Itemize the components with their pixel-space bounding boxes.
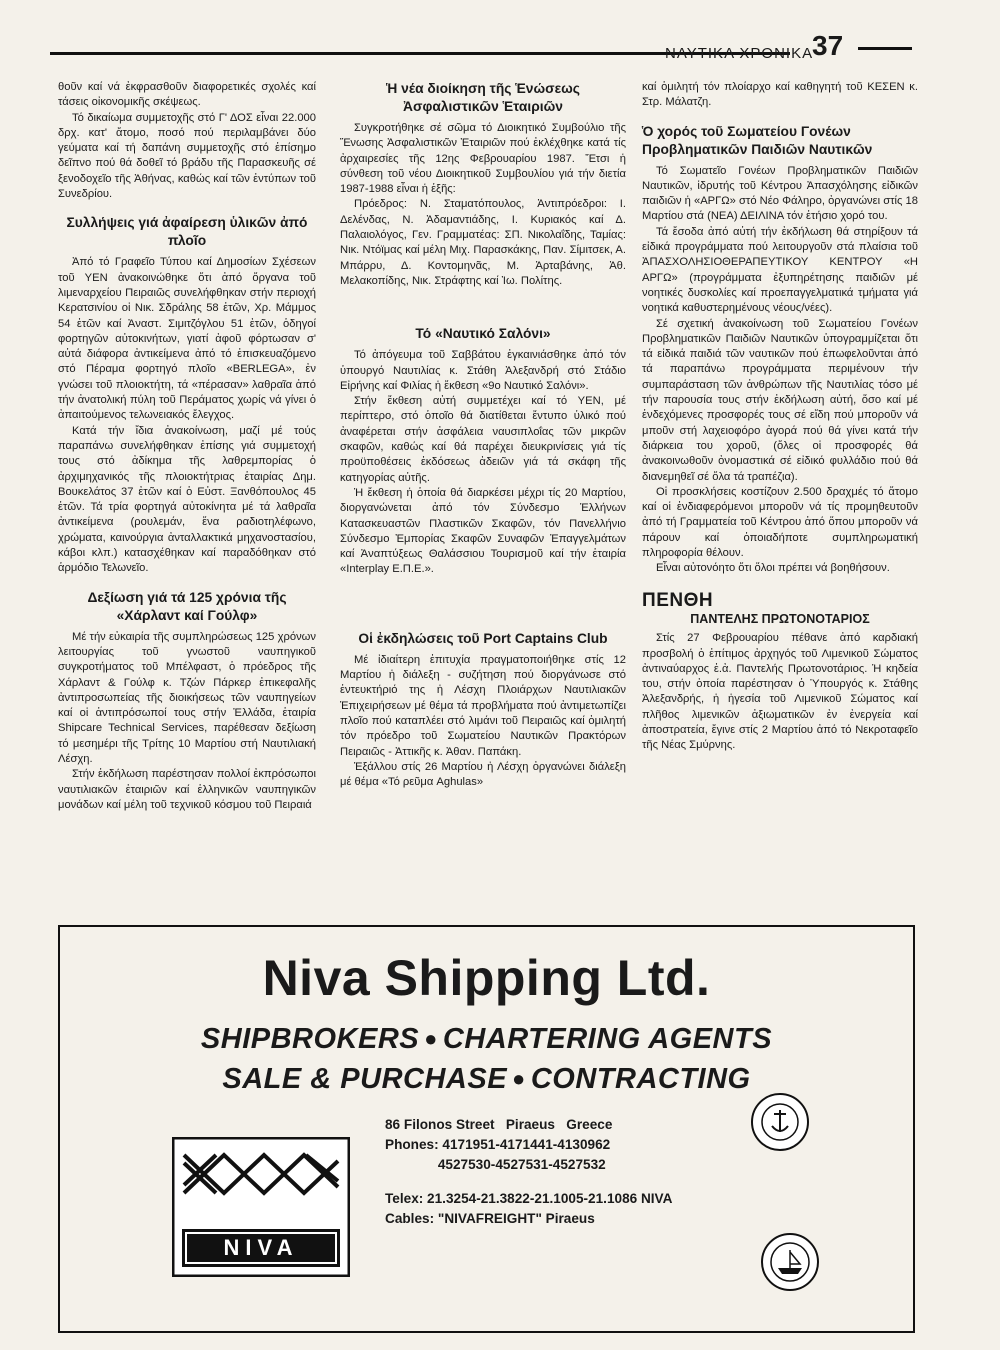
paragraph: Ἡ ἔκθεση ἡ ὁποία θά διαρκέσει μέχρι τίς 20 Μαρτίου, διοργανώνεται ἀπό τόν Σύνδεσμο Ἑλλήνων Κατασκευαστῶν Πλαστικῶν Σκαφῶν, τόν Πανελλήνιο Σύνδεσμο Ἐμπορίας Σκαφῶν Συναφῶν Ἐπαγγελμάτων καί Ἀναπτύξεως Θαλάσσιου Τουρισμοῦ καί τήν ἑταιρία «Interplay Ε.Π.Ε.». <box>340 486 626 576</box>
paragraph: Κατά τήν ἴδια ἀνακοίνωση, μαζί μέ τούς παραπάνω συνελήφθηκαν ἐπίσης γιά συμμετοχή τους στό ἀδίκημα τῆς λαθρεμπορίας ὁ ἀρχιμηχανικός τῆς πλοιοκτήτριας ἑταιρίας Δημ. Βουκελάτος 37 ἐτῶν καί ὁ Εὐστ. Ξανθόπουλος 45 ἐτῶν. Τά τρία φορτηγά αὐτοκίνητα μέ τά λαθραῖα ἀντικείμενα (ρουλεμάν, ἕνα ραδιοτηλέφωνο, χρώματα, καινούργια ἀνταλλακτικά μηχανοστασίου, κάβοι κλπ.) κατασχέθηκαν καί παραδόθηκαν στό ἁρμόδιο Τελωνεῖο. <box>58 424 316 575</box>
column-3 <box>642 80 918 754</box>
article-title: Ἡ νέα διοίκηση τῆς Ἑνώσεως Ἀσφαλιστικῶν Ἑταιριῶν <box>386 81 580 114</box>
article-title: Συλλήψεις γιά ἀφαίρεση ὑλικῶν ἀπό πλοῖο <box>66 215 308 249</box>
paragraph: Ἐξάλλου στίς 26 Μαρτίου ἡ Λέσχη ὀργανώνει διάλεξη μέ θέμα «Τό ρεῦμα Aghulas» <box>340 760 626 789</box>
ad-cables: Cables: "NIVAFREIGHT" Piraeus <box>385 1211 595 1226</box>
paragraph: Οἱ προσκλήσεις κοστίζουν 2.500 δραχμές τό ἄτομο καί οἱ ἐνδιαφερόμενοι μποροῦν νά τίς προμηθευτοῦν ἀπό τή Γραμματεία τοῦ Κέντρου ἀπό ὅπου μποροῦν νά πάρουν καί ὁποιαδήποτε συμπληρωματική πληροφορία θέλουν. <box>642 485 918 560</box>
logo-text: NIVA <box>223 1235 299 1260</box>
obituary-name: ΠΑΝΤΕΛΗΣ ΠΡΩΤΟΝΟΤΑΡΙΟΣ <box>690 611 870 626</box>
article-title: Οἱ ἐκδηλώσεις τοῦ Port Captains Club <box>358 630 608 646</box>
paragraph: Στίς 27 Φεβρουαρίου πέθανε ἀπό καρδιακή προσβολή ὁ ἐπίτιμος ἀρχηγός τοῦ Λιμενικοῦ Σώματος ἀντιναύαρχος ἐ.ἀ. Παντελής Πρωτονοτάριος. Ἡ κηδεία του, στήν ὁποία παρέστησαν ὁ Ὑπουργός κ. Στάθης Ἀλεξανδρής, ἡ ἡγεσία τοῦ Λιμενικοῦ Σώματος καί πλῆθος λιμενικῶν ἀξιωματικῶν ἐν ἐνεργεία καί ἀποστρατεία, ἔγινε στίς 2 Μαρτίου ἀπό τό Νεκροταφεῖο τῆς Νέας Σμύρνης. <box>642 632 918 752</box>
paragraph: Τό Σωματεῖο Γονέων Προβληματικῶν Παιδιῶν Ναυτικῶν, ἱδρυτής τοῦ Κέντρου Ἀπασχόλησης εἰδικῶν παιδιῶν ἡ «ΑΡΓΩ» στό Νέο Φάληρο, ὀργανώνει στίς 18 Μαρτίου στά (ΝΕΑ) ΔΕΙΛΙΝΑ τόν ἐτήσιο χορό του. <box>642 164 918 223</box>
section-title-obituaries: ΠΕΝΘΗ <box>642 589 714 611</box>
ad-service: SALE & PURCHASE <box>222 1063 508 1095</box>
running-title: ΝΑΥΤΙΚΑ ΧΡΟΝΙΚΑ <box>665 45 814 62</box>
paragraph: Εἶναι αὐτονόητο ὅτι ὅλοι πρέπει νά βοηθήσουν. <box>656 562 890 575</box>
ad-telex: Telex: 21.3254-21.3822-21.1005-21.1086 NIVA <box>385 1191 673 1206</box>
ad-phones: Phones: 4171951-4171441-4130962 <box>385 1137 611 1152</box>
paragraph: Ἀπό τό Γραφεῖο Τύπου καί Δημοσίων Σχέσεων τοῦ ΥΕΝ ἀνακοινώθηκε ὅτι ἀπό ὄργανα τοῦ λιμεναρχείου Πειραιῶς συνελήφθηκαν στήν περιοχή Κερατσινίου οἱ Νικ. Σδράλης 58 ἐτῶν, Χρ. Μάμμος 54 ἐτῶν καί Ἀναστ. Σιμιτζόγλου 51 ἐτῶν, ὁδηγοί φορτηγῶν αὐτοκινήτων, γιατί ἀφοῦ φόρτωσαν σ' αὐτά διάφορα ἀντικείμενα ἀπό τό ἐπισκευαζόμενο στό Πέραμα φορτηγό πλοῖο «BERLEGA», ἐν γνώσει τοῦ πλοιοκτήτη, τά «πέρασαν» λαθραῖα ἀπό τήν ἀνατολική πύλη τοῦ Περάματος χωρίς νά γίνει ὁ ἀπαιτούμενος τελωνειακός ἔλεγχος. <box>58 256 316 422</box>
bullet-icon: ● <box>424 1026 438 1051</box>
column-1 <box>58 80 316 813</box>
paragraph: καί ὁμιλητή τόν πλοίαρχο καί καθηγητή τοῦ ΚΕΣΕΝ κ. Στρ. Μάλατζη. <box>642 81 918 109</box>
advertisement <box>58 925 915 1333</box>
ship-seal-icon <box>760 1232 820 1292</box>
paragraph: Μέ τήν εὐκαιρία τῆς συμπληρώσεως 125 χρόνων λειτουργίας τοῦ γνωστοῦ ναυπηγικοῦ συγκροτήματος τοῦ Μπέλφαστ, ὁ πρόεδρος τῆς Χάρλαντ & Γούλφ κ. Τζών Πάρκερ ἐπικεφαλῆς ἀντιπροσωπείας τῆς διοικήσεως τῶν ναυπηγείων καί οἱ ἀντιπρόσωποί τους στήν Ἑλλάδα, ἑταιρία Shipcare Technical Services, παρέθεσαν δεξίωση τό μεσημέρι τῆς Τρίτης 10 Μαρτίου στή Ναυτιλιακή Λέσχη. <box>58 630 316 765</box>
bullet-icon: ● <box>512 1066 526 1091</box>
ad-address: 86 Filonos Street Piraeus Greece <box>385 1117 613 1132</box>
ad-company-name: Niva Shipping Ltd. <box>262 950 711 1006</box>
ad-service: SHIPBROKERS <box>200 1023 420 1055</box>
paragraph: Τά ἔσοδα ἀπό αὐτή τήν ἐκδήλωση θά στηρίξουν τά εἰδικά προγράμματα πού λειτουργοῦν στά πλαίσια τοῦ ἈΠΑΣΧΟΛΗΣΙΟΘΕΡΑΠΕΥΤΙΚΟΥ ΚΕΝΤΡΟΥ «Η ΑΡΓΩ» (προγράμματα ἐξυπηρέτησης παιδιῶν μέ νοητικές δυσκολίες καί προεπαγγελματικά τμήματα γιά νοητικά καθυστερημένους νέους/νέες). <box>642 225 918 315</box>
association-seal-icon <box>750 1092 810 1152</box>
article-title: Τό «Ναυτικό Σαλόνι» <box>415 326 551 342</box>
paragraph: Συγκροτήθηκε σέ σῶμα τό Διοικητικό Συμβούλιο τῆς Ἕνωσης Ἀσφαλιστικῶν Ἑταιριῶν πού ἐκλέχθηκε κατά τίς ἀρχαιρεσίες τῆς 12ης Φεβρουαρίου 1987. Ἔτσι ἡ σύνθεση τοῦ νέου Διοικητικοῦ Συμβουλίου γιά τήν διετία 1987-1988 εἶναι ἡ ἑξῆς: <box>340 122 626 196</box>
paragraph: Πρόεδρος: Ν. Σταματόπουλος, Ἀντιπρόεδροι: Ι. Δελένδας, Ν. Ἀδαμαντιάδης, Ι. Κυριακός καί Δ. Παλαιολόγος, Γεν. Γραμματέας: ΣΠ. Νικολαΐδης, Ταμίας: Νικ. Ντόϊμας καί μέλη Μιχ. Παρασκάκης, Παν. Σίμιτσεκ, Α. Μπάρρυ, Δ. Κοντομηνᾶς, Μ. Ἀρταβάνης, Ἀθ. Μελακοπίδης, Νικ. Στράφτης καί Ἰω. Πολίτης. <box>340 198 626 287</box>
page-number: 37 <box>812 30 844 61</box>
ad-phones-continued: 4527530-4527531-4527532 <box>385 1157 606 1172</box>
paragraph: θοῦν καί νά ἐκφρασθοῦν διαφορετικές σχολές καί τάσεις οἰκονομικῆς σκέψεως. <box>58 81 316 109</box>
article-title: Ὁ χορός τοῦ Σωματείου Γονέων Προβληματικῶν Παιδιῶν Ναυτικῶν <box>642 123 873 157</box>
ad-services-line-1 <box>60 1023 913 1056</box>
paragraph: Στήν ἔκθεση αὐτή συμμετέχει καί τό ΥΕΝ, μέ περίπτερο, στό ὁποῖο θά διατίθεται ἔντυπο ὑλικό πού ἀναφέρεται στήν ἀσφάλεια ναυσιπλοΐας τῶν μικρῶν σκαφῶν, καθώς καί θά παρέχει διευκρινίσεις γιά τίς προϋποθέσεις ἐκδόσεως ἀδειῶν γιά τά σκάφη τῆς κατηγορίας αὐτῆς. <box>340 395 626 484</box>
niva-logo <box>172 1137 350 1277</box>
article-title: Δεξίωση γιά τά 125 χρόνια τῆς «Χάρλαντ καί Γούλφ» <box>87 589 287 623</box>
paragraph: Μέ ἰδιαίτερη ἐπιτυχία πραγματοποιήθηκε στίς 12 Μαρτίου ἡ διάλεξη - συζήτηση πού διοργάνωσε στό ἐντευκτήριό της ἡ Λέσχη Πλοιάρχων Ναυτιλιακῶν Ἐπιχειρήσεων μέ θέμα τά προβλήματα πού ἀντιμετωπίζει πλοῖο πού καταπλέει στό λιμάνι τοῦ Πειραιῶς καί ὁμιλητή τόν πρόεδρο τοῦ Σωματείου Ναυτικῶν Πρακτόρων Πειραιῶς - Ἀττικῆς κ. Ἀθαν. Παπάκη. <box>340 653 626 758</box>
paragraph: Στήν ἐκδήλωση παρέστησαν πολλοί ἐκπρόσωποι ναυτιλιακῶν ἑταιριῶν καί ἑλληνικῶν ναυπηγικῶν μονάδων καί μέλη τοῦ τεχνικοῦ κόσμου τοῦ Πειραιά <box>58 768 316 811</box>
paragraph: Τό δικαίωμα συμμετοχῆς στό Γ' ΔΟΣ εἶναι 22.000 δρχ. κατ' ἄτομο, ποσό πού περιλαμβάνει δύο γεύματα καί τή δαπάνη συμμετοχῆς στό ἐπίσημο δεῖπνο πού θά δοθεῖ τό βράδυ τῆς Παρασκευῆς σέ ξενοδοχεῖο τῆς Ἀθήνας, καθώς καί τῶν ἐντύπων τοῦ Συνεδρίου. <box>58 111 316 201</box>
paragraph: Σέ σχετική ἀνακοίνωση τοῦ Σωματείου Γονέων Προβληματικῶν Παιδιῶν Ναυτικῶν ὑπογραμμίζεται ὅτι τά εἰδικά παιδιά τῶν ναυτικῶν πού ἐπωφελοῦνται ἀπό τά παραπάνω προγράμματα περιμένουν τήν συμπαράσταση τῶν ἀνθρώπων τῆς Ναυτιλίας τόσο μέ τήν παρουσία τους στήν ἐκδήλωση αὐτή, ὅσο καί μέ ἐνδεχόμενες προσφορές τους σέ εἴδη πού μποροῦν νά μποῦν στή λαχειοφόρο ἀγορά πού θά γίνει κατά τήν διάρκεια του χοροῦ, (ὅλες οἱ προσφορές θά ἀνακοινωθοῦν ὀνομαστικά σέ εἰδικό φυλλάδιο πού θά διανεμηθεῖ σέ ὅλα τά τραπέζια). <box>642 317 918 483</box>
ad-service: CONTRACTING <box>530 1063 751 1095</box>
column-2 <box>340 80 626 790</box>
paragraph: Τό ἀπόγευμα τοῦ Σαββάτου ἐγκαινιάσθηκε ἀπό τόν ὑπουργό Ναυτιλίας κ. Στάθη Ἀλεξανδρή στό Στάδιο Εἰρήνης καί Φιλίας ἡ ἔκθεση «9ο Ναυτικό Σαλόνι». <box>340 349 626 392</box>
ad-service: CHARTERING AGENTS <box>442 1023 773 1055</box>
ad-contact-block <box>385 1115 672 1229</box>
header-rule-right <box>858 47 912 50</box>
